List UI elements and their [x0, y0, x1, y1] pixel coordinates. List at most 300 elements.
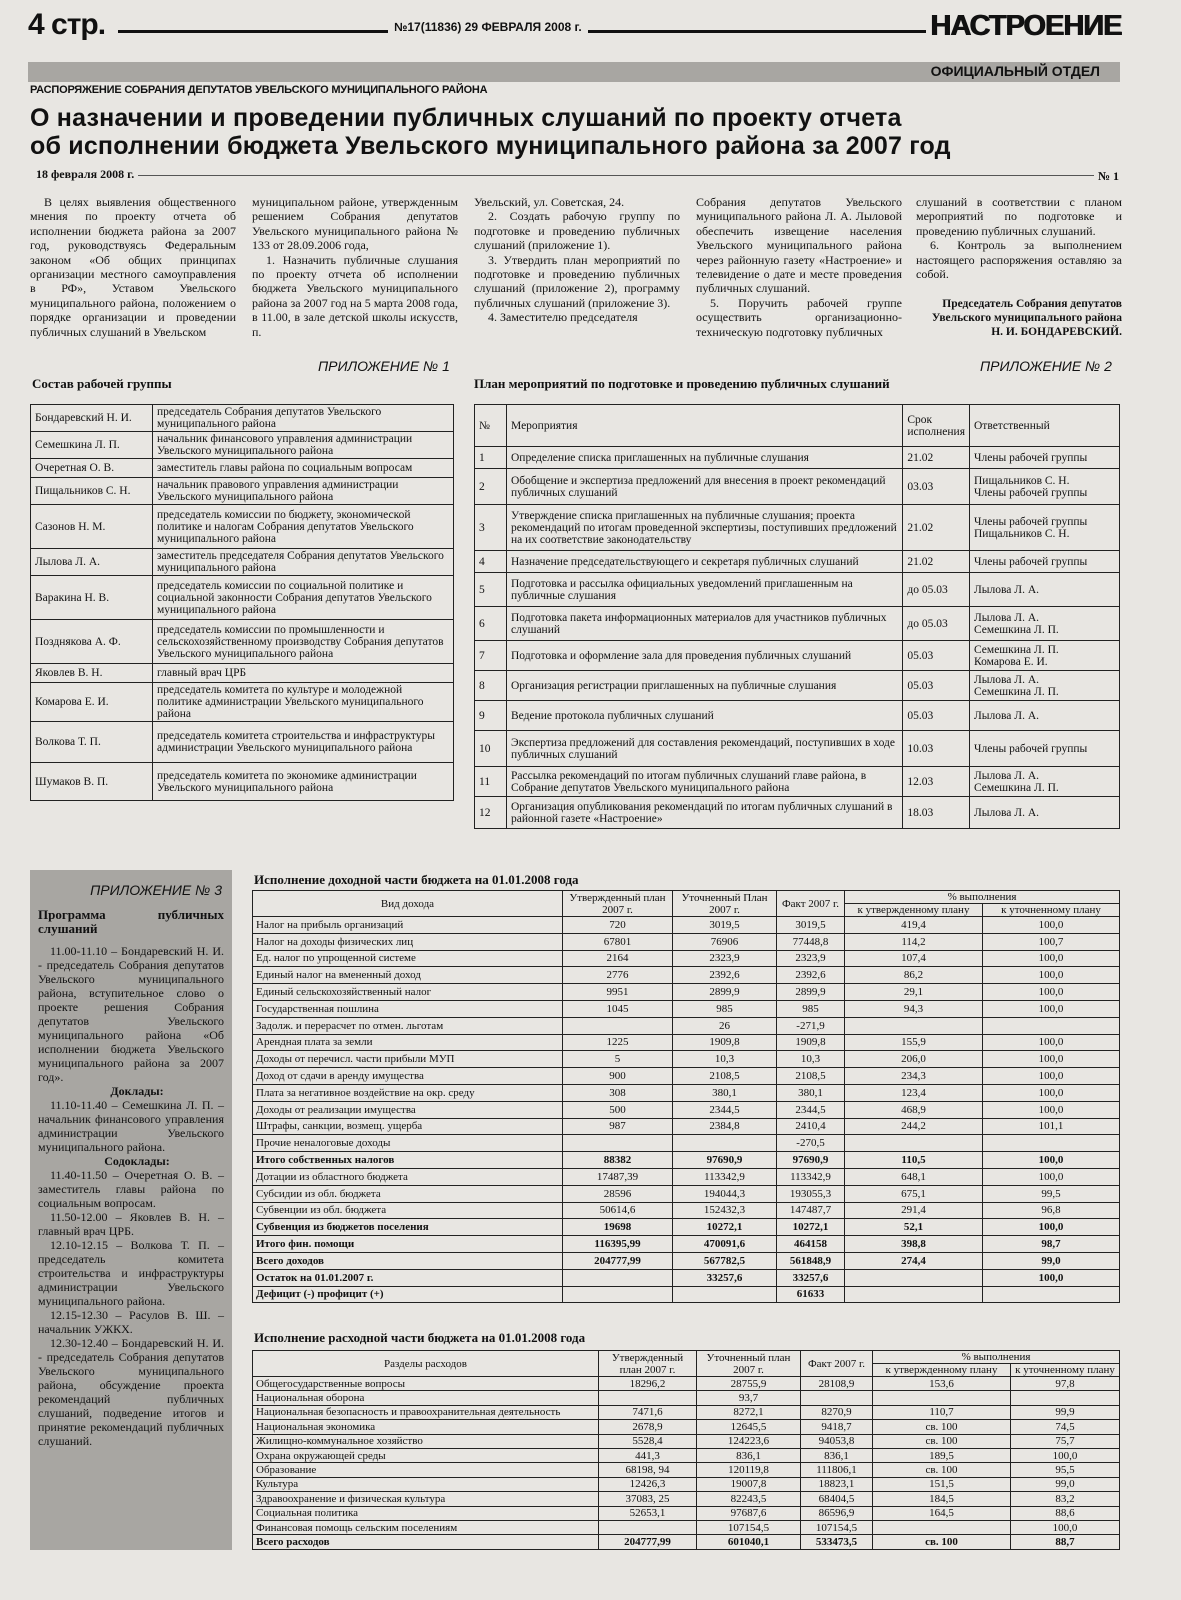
- row-value: 533473,5: [801, 1535, 873, 1549]
- row-value: 152432,3: [673, 1202, 777, 1219]
- row-value: 500: [563, 1101, 673, 1118]
- table-row: [253, 1068, 1120, 1085]
- event: Подготовка пакета информационных материалов для участников публичных слушаний: [507, 607, 903, 641]
- row-label: Социальная политика: [253, 1506, 599, 1520]
- column-header: к уточненному плану: [983, 904, 1120, 917]
- row-value: 441,3: [599, 1448, 697, 1462]
- row-value: 68198, 94: [599, 1463, 697, 1477]
- appendix-1-label: ПРИЛОЖЕНИЕ № 1: [318, 358, 450, 374]
- responsible: Члены рабочей группы: [970, 551, 1120, 573]
- row-value: 61633: [777, 1286, 845, 1303]
- row-value: 88382: [563, 1152, 673, 1169]
- table-row: [475, 641, 1120, 671]
- row-value: 86,2: [845, 967, 983, 984]
- responsible: Члены рабочей группы Пищальников С. Н.: [970, 505, 1120, 551]
- row-value: 5528,4: [599, 1434, 697, 1448]
- row-number: 10: [475, 731, 507, 767]
- article-title-line2: об исполнении бюджета Увельского муниципального района за 2007 год: [30, 132, 951, 160]
- working-group-table: [30, 404, 454, 801]
- row-value: [873, 1520, 1011, 1534]
- row-label: Дотации из областного бюджета: [253, 1168, 563, 1185]
- table-row: [253, 1506, 1120, 1520]
- row-value: 94,3: [845, 1000, 983, 1017]
- row-label: Образование: [253, 1463, 599, 1477]
- row-value: 113342,9: [673, 1168, 777, 1185]
- row-value: 19698: [563, 1219, 673, 1236]
- article-column-4: [696, 195, 902, 339]
- column-header: Утвержденный план 2007 г.: [599, 1351, 697, 1377]
- row-label: Национальная экономика: [253, 1420, 599, 1434]
- row-value: 100,7: [983, 933, 1120, 950]
- table-row: [31, 478, 454, 505]
- table-row: [253, 1463, 1120, 1477]
- article-kicker: РАСПОРЯЖЕНИЕ СОБРАНИЯ ДЕПУТАТОВ УВЕЛЬСКОГО МУНИЦИПАЛЬНОГО РАЙОНА: [30, 84, 488, 96]
- date-rule: [36, 175, 1116, 176]
- table-row: [475, 469, 1120, 505]
- row-label: Дефицит (-) профицит (+): [253, 1286, 563, 1303]
- row-value: 99,9: [1011, 1405, 1120, 1419]
- row-label: Здравоохранение и физическая культура: [253, 1492, 599, 1506]
- row-value: [983, 1286, 1120, 1303]
- newspaper-name: НАСТРОЕНИЕ: [930, 10, 1122, 42]
- row-value: 2776: [563, 967, 673, 984]
- deadline: 05.03: [903, 701, 970, 731]
- row-value: 164,5: [873, 1506, 1011, 1520]
- table-row: [31, 432, 454, 459]
- row-value: 1909,8: [777, 1034, 845, 1051]
- row-value: 153,6: [873, 1377, 1011, 1391]
- table-row: [31, 505, 454, 549]
- table-row: [253, 1118, 1120, 1135]
- row-value: 2108,5: [777, 1068, 845, 1085]
- row-value: 28755,9: [697, 1377, 801, 1391]
- row-value: 18296,2: [599, 1377, 697, 1391]
- paragraph: 4. Заместителю председателя: [488, 310, 638, 325]
- table-row: [253, 1168, 1120, 1185]
- row-label: Всего расходов: [253, 1535, 599, 1549]
- event: Подготовка и рассылка официальных уведомлений приглашенным на публичные слушания: [507, 573, 903, 607]
- row-value: 985: [777, 1000, 845, 1017]
- table-row: [253, 1034, 1120, 1051]
- row-value: 151,5: [873, 1477, 1011, 1491]
- table-row: [253, 1101, 1120, 1118]
- row-value: [983, 1017, 1120, 1034]
- row-label: Охрана окружающей среды: [253, 1448, 599, 1462]
- responsible: Лылова Л. А. Семешкина Л. П.: [970, 607, 1120, 641]
- row-label: Всего доходов: [253, 1252, 563, 1269]
- row-number: 3: [475, 505, 507, 551]
- row-value: 2392,6: [673, 967, 777, 984]
- row-value: -270,5: [777, 1135, 845, 1152]
- column-header: Срок исполнения: [903, 405, 970, 447]
- table-row: [253, 1520, 1120, 1534]
- row-value: 123,4: [845, 1084, 983, 1101]
- row-value: 8272,1: [697, 1405, 801, 1419]
- member-name: Сазонов Н. М.: [31, 505, 153, 549]
- row-value: 67801: [563, 933, 673, 950]
- row-value: [563, 1269, 673, 1286]
- row-value: [845, 1269, 983, 1286]
- paragraph: слушаний в соответствии с планом мероприятий по подготовке и проведению публичных слушаний.: [916, 195, 1122, 238]
- responsible: Члены рабочей группы: [970, 731, 1120, 767]
- row-value: 100,0: [983, 1101, 1120, 1118]
- article-title-line1: О назначении и проведении публичных слушаний по проекту отчета: [30, 104, 902, 132]
- row-value: [673, 1286, 777, 1303]
- row-value: 100,0: [983, 1034, 1120, 1051]
- member-position: председатель комиссии по социальной политике и социальной законности Собрания депутатов Увельского муниципального района: [153, 576, 454, 620]
- row-value: 111806,1: [801, 1463, 873, 1477]
- table-row: [253, 1535, 1120, 1549]
- row-value: 10,3: [673, 1051, 777, 1068]
- row-value: 464158: [777, 1236, 845, 1253]
- column-header: % выполнения: [873, 1351, 1120, 1364]
- row-value: 900: [563, 1068, 673, 1085]
- table-row: [475, 447, 1120, 469]
- member-position: начальник правового управления администрации Увельского муниципального района: [153, 478, 454, 505]
- table-row: [253, 1152, 1120, 1169]
- row-label: Налог на прибыль организаций: [253, 917, 563, 934]
- row-value: 189,5: [873, 1448, 1011, 1462]
- row-value: 985: [673, 1000, 777, 1017]
- events-plan-table: [474, 404, 1120, 829]
- row-value: 12426,3: [599, 1477, 697, 1491]
- article-column-3: [474, 195, 680, 325]
- row-value: 95,5: [1011, 1463, 1120, 1477]
- row-value: 83,2: [1011, 1492, 1120, 1506]
- table-row: [253, 1219, 1120, 1236]
- article-column-5: [916, 195, 1122, 339]
- appendix-3-label: ПРИЛОЖЕНИЕ № 3: [90, 882, 222, 898]
- member-position: председатель комитета по культуре и молодежной политике администрации Увельского муниципального района: [153, 683, 454, 722]
- row-value: 398,8: [845, 1236, 983, 1253]
- table-row: [253, 1084, 1120, 1101]
- table-row: [31, 405, 454, 432]
- row-value: 76906: [673, 933, 777, 950]
- row-label: Субвенции из обл. бюджета: [253, 1202, 563, 1219]
- event: Организация регистрации приглашенных на публичные слушания: [507, 671, 903, 701]
- row-value: 204777,99: [599, 1535, 697, 1549]
- table-row: [253, 1051, 1120, 1068]
- table-row: [475, 505, 1120, 551]
- table-row: [475, 607, 1120, 641]
- row-value: 114,2: [845, 933, 983, 950]
- row-value: 419,4: [845, 917, 983, 934]
- program-item: 11.40-11.50 – Очеретная О. В. – заместитель главы района по социальным вопросам.: [38, 1168, 224, 1210]
- row-value: 5: [563, 1051, 673, 1068]
- row-value: 96,8: [983, 1202, 1120, 1219]
- row-value: 100,0: [983, 1068, 1120, 1085]
- article-date: 18 февраля 2008 г.: [36, 167, 138, 182]
- article-column-1: [30, 195, 236, 339]
- row-value: 2899,9: [777, 984, 845, 1001]
- row-label: Плата за негативное воздействие на окр. среду: [253, 1084, 563, 1101]
- table-row: [475, 701, 1120, 731]
- column-header: Уточненный План 2007 г.: [673, 891, 777, 917]
- paragraph: 5. Поручить рабочей группе осуществить организационно-техническую подготовку публичных: [696, 295, 902, 339]
- column-header: % выполнения: [845, 891, 1120, 904]
- row-value: 10272,1: [777, 1219, 845, 1236]
- row-value: 2678,9: [599, 1420, 697, 1434]
- paragraph: В целях выявления общественного мнения по проекту отчета об исполнении бюджета района за 2007 год, руководствуясь Федеральным законом «Об общих принципах организации местного самоуправления в РФ», Уставом Увельского муниципального района, положением о порядке организации и проведении публичных слушаний в Увельском: [30, 195, 236, 339]
- deadline: 05.03: [903, 641, 970, 671]
- department-label: ОФИЦИАЛЬНЫЙ ОТДЕЛ: [930, 63, 1100, 79]
- signature: [916, 297, 1122, 339]
- responsible: Лылова Л. А. Семешкина Л. П.: [970, 671, 1120, 701]
- row-value: св. 100: [873, 1434, 1011, 1448]
- row-label: Национальная оборона: [253, 1391, 599, 1405]
- table-row: [253, 1252, 1120, 1269]
- row-value: 648,1: [845, 1168, 983, 1185]
- table-row: [475, 767, 1120, 797]
- event: Утверждение списка приглашенных на публичные слушания; проекта рекомендаций по итогам проведенной экспертизы, поступивших предложений на их соответствие законодательству: [507, 505, 903, 551]
- table-row: [253, 933, 1120, 950]
- table-row: [31, 763, 454, 801]
- paragraph: 1. Назначить публичные слушания по проекту отчета об исполнении бюджета Увельского муниципального района за 2007 год на 5 марта 2008 года, в 11.00, в зале детской школы искусств, п.: [252, 252, 458, 339]
- row-value: [983, 1135, 1120, 1152]
- table-row: [253, 1477, 1120, 1491]
- member-position: председатель комитета по экономике администрации Увельского муниципального района: [153, 763, 454, 801]
- row-value: 98,7: [983, 1236, 1120, 1253]
- row-value: 100,0: [983, 1051, 1120, 1068]
- row-label: Доход от сдачи в аренду имущества: [253, 1068, 563, 1085]
- row-value: 1225: [563, 1034, 673, 1051]
- column-header: Факт 2007 г.: [801, 1351, 873, 1377]
- program-item: 12.10-12.15 – Волкова Т. П. – председатель комитета строительства и инфраструктуры администрации Увельского муниципального района.: [38, 1238, 224, 1308]
- table-row: [31, 722, 454, 763]
- row-value: 274,4: [845, 1252, 983, 1269]
- table-row: [475, 731, 1120, 767]
- expense-title: Исполнение расходной части бюджета на 01.01.2008 года: [254, 1330, 586, 1345]
- income-title: Исполнение доходной части бюджета на 01.01.2008 года: [254, 872, 579, 887]
- row-value: 19007,8: [697, 1477, 801, 1491]
- table-row: [253, 1236, 1120, 1253]
- row-value: 561848,9: [777, 1252, 845, 1269]
- row-value: 9951: [563, 984, 673, 1001]
- row-value: 2323,9: [673, 950, 777, 967]
- row-value: св. 100: [873, 1463, 1011, 1477]
- row-label: Единый сельскохозяйственный налог: [253, 984, 563, 1001]
- deadline: 12.03: [903, 767, 970, 797]
- row-value: 7471,6: [599, 1405, 697, 1419]
- deadline: 18.03: [903, 797, 970, 829]
- event: Обобщение и экспертиза предложений для внесения в проект рекомендаций публичных слушаний: [507, 469, 903, 505]
- event: Рассылка рекомендаций по итогам публичных слушаний главе района, в Собрание депутатов Увельского муниципального района: [507, 767, 903, 797]
- table-row: [31, 683, 454, 722]
- deadline: до 05.03: [903, 573, 970, 607]
- column-header: Вид дохода: [253, 891, 563, 917]
- article-number: № 1: [1094, 169, 1119, 184]
- member-name: Варакина Н. В.: [31, 576, 153, 620]
- row-value: 93,7: [697, 1391, 801, 1405]
- row-value: 3019,5: [673, 917, 777, 934]
- row-value: 155,9: [845, 1034, 983, 1051]
- row-value: 720: [563, 917, 673, 934]
- row-value: 97690,9: [673, 1152, 777, 1169]
- row-value: 74,5: [1011, 1420, 1120, 1434]
- table-row: [253, 1286, 1120, 1303]
- column-header: Уточненный план 2007 г.: [697, 1351, 801, 1377]
- event: Ведение протокола публичных слушаний: [507, 701, 903, 731]
- row-value: 97690,9: [777, 1152, 845, 1169]
- row-label: Ед. налог по упрощенной системе: [253, 950, 563, 967]
- row-label: Национальная безопасность и правоохранительная деятельность: [253, 1405, 599, 1419]
- row-value: 77448,8: [777, 933, 845, 950]
- row-value: 470091,6: [673, 1236, 777, 1253]
- row-value: 100,0: [983, 1152, 1120, 1169]
- member-name: Семешкина Л. П.: [31, 432, 153, 459]
- responsible: Пищальников С. Н. Члены рабочей группы: [970, 469, 1120, 505]
- member-position: председатель комиссии по бюджету, экономической политике и налогам Собрания депутатов Увельского муниципального района: [153, 505, 454, 549]
- paragraph: Увельский, ул. Советская, 24.: [474, 195, 625, 209]
- row-value: 100,0: [1011, 1520, 1120, 1534]
- row-value: 3019,5: [777, 917, 845, 934]
- table-row: [475, 797, 1120, 829]
- row-value: 26: [673, 1017, 777, 1034]
- row-value: 2344,5: [673, 1101, 777, 1118]
- table-row: [253, 1269, 1120, 1286]
- deadline: 10.03: [903, 731, 970, 767]
- row-value: 52,1: [845, 1219, 983, 1236]
- row-value: 33257,6: [777, 1269, 845, 1286]
- row-value: 100,0: [983, 1219, 1120, 1236]
- row-value: 100,0: [983, 1084, 1120, 1101]
- row-label: Культура: [253, 1477, 599, 1491]
- row-value: 380,1: [777, 1084, 845, 1101]
- member-name: Пищальников С. Н.: [31, 478, 153, 505]
- row-value: 100,0: [983, 917, 1120, 934]
- row-label: Финансовая помощь сельским поселениям: [253, 1520, 599, 1534]
- row-value: 1045: [563, 1000, 673, 1017]
- row-number: 4: [475, 551, 507, 573]
- program-heading: Содоклады:: [104, 1154, 170, 1168]
- event: Определение списка приглашенных на публичные слушания: [507, 447, 903, 469]
- row-value: 94053,8: [801, 1434, 873, 1448]
- row-value: -271,9: [777, 1017, 845, 1034]
- column-header: Факт 2007 г.: [777, 891, 845, 917]
- row-value: 100,0: [983, 1000, 1120, 1017]
- responsible: Лылова Л. А.: [970, 573, 1120, 607]
- member-name: Яковлев В. Н.: [31, 664, 153, 683]
- program-box: [30, 870, 232, 1550]
- row-value: 2899,9: [673, 984, 777, 1001]
- table-row: [31, 576, 454, 620]
- table-row: [253, 1492, 1120, 1506]
- program-item: 12.30-12.40 – Бондаревский Н. И. - председатель Собрания депутатов Увельского муниципального района, обсуждение проекта рекомендаций публичных слушаний, подведение итогов и принятие рекомендаций публичных слушаний.: [38, 1336, 224, 1448]
- row-value: 244,2: [845, 1118, 983, 1135]
- row-value: 836,1: [801, 1448, 873, 1462]
- page-number: 4 стр.: [28, 8, 106, 41]
- row-value: 2344,5: [777, 1101, 845, 1118]
- row-value: 100,0: [983, 950, 1120, 967]
- column-header: к утвержденному плану: [845, 904, 983, 917]
- table-row: [253, 1185, 1120, 1202]
- row-value: 97,8: [1011, 1377, 1120, 1391]
- table-row: [253, 984, 1120, 1001]
- column-header: Утвержденный план 2007 г.: [563, 891, 673, 917]
- deadline: 21.02: [903, 505, 970, 551]
- deadline: 03.03: [903, 469, 970, 505]
- event: Назначение председательствующего и секретаря публичных слушаний: [507, 551, 903, 573]
- row-value: [599, 1391, 697, 1405]
- row-value: 110,7: [873, 1405, 1011, 1419]
- row-value: 2410,4: [777, 1118, 845, 1135]
- row-value: 2392,6: [777, 967, 845, 984]
- row-value: 29,1: [845, 984, 983, 1001]
- table-row: [475, 551, 1120, 573]
- responsible: Члены рабочей группы: [970, 447, 1120, 469]
- appendix-2-title: План мероприятий по подготовке и проведению публичных слушаний: [474, 376, 890, 391]
- row-label: Доходы от реализации имущества: [253, 1101, 563, 1118]
- column-header: Ответственный: [970, 405, 1120, 447]
- row-value: 194044,3: [673, 1185, 777, 1202]
- row-value: 675,1: [845, 1185, 983, 1202]
- responsible: Лылова Л. А.: [970, 701, 1120, 731]
- responsible: Семешкина Л. П. Комарова Е. И.: [970, 641, 1120, 671]
- event: Организация опубликования рекомендаций по итогам публичных слушаний в районной газете «Настроение»: [507, 797, 903, 829]
- row-value: 68404,5: [801, 1492, 873, 1506]
- row-value: [845, 1017, 983, 1034]
- row-value: [1011, 1391, 1120, 1405]
- program-heading: Доклады:: [110, 1084, 164, 1098]
- program-item: 11.00-11.10 – Бондаревский Н. И. - председатель Собрания депутатов Увельского муниципального района, вступительное слово о проекте решения Собрания депутатов Увельского муниципального района «Об исполнении бюджета Увельского муниципального района за 2007 год».: [38, 944, 224, 1084]
- column-header: Мероприятия: [507, 405, 903, 447]
- appendix-1-title: Состав рабочей группы: [32, 376, 172, 391]
- row-value: 601040,1: [697, 1535, 801, 1549]
- row-value: 567782,5: [673, 1252, 777, 1269]
- article-column-2: [252, 195, 458, 339]
- row-value: [563, 1017, 673, 1034]
- column-header: к утвержденному плану: [873, 1364, 1011, 1377]
- member-position: заместитель председателя Собрания депутатов Увельского муниципального района: [153, 549, 454, 576]
- row-value: [845, 1135, 983, 1152]
- row-value: св. 100: [873, 1535, 1011, 1549]
- row-value: 987: [563, 1118, 673, 1135]
- row-value: [563, 1286, 673, 1303]
- row-value: 124223,6: [697, 1434, 801, 1448]
- row-label: Общегосударственные вопросы: [253, 1377, 599, 1391]
- row-value: 110,5: [845, 1152, 983, 1169]
- row-value: 107154,5: [697, 1520, 801, 1534]
- row-value: 100,0: [983, 1269, 1120, 1286]
- department-bar: [28, 62, 1120, 82]
- row-value: 17487,39: [563, 1168, 673, 1185]
- table-row: [253, 1202, 1120, 1219]
- row-value: 120119,8: [697, 1463, 801, 1477]
- table-row: [253, 1434, 1120, 1448]
- row-label: Жилищно-коммунальное хозяйство: [253, 1434, 599, 1448]
- expense-table: [252, 1350, 1120, 1550]
- row-label: Субсидии из обл. бюджета: [253, 1185, 563, 1202]
- row-value: 100,0: [1011, 1448, 1120, 1462]
- signature-line: Председатель Собрания депутатов: [942, 298, 1122, 311]
- table-row: [253, 1420, 1120, 1434]
- row-label: Единый налог на вмененный доход: [253, 967, 563, 984]
- row-number: 2: [475, 469, 507, 505]
- row-value: [873, 1391, 1011, 1405]
- row-label: Прочие неналоговые доходы: [253, 1135, 563, 1152]
- member-position: заместитель главы района по социальным вопросам: [153, 459, 454, 478]
- row-value: 193055,3: [777, 1185, 845, 1202]
- row-value: 28108,9: [801, 1377, 873, 1391]
- member-name: Очеретная О. В.: [31, 459, 153, 478]
- deadline: 21.02: [903, 447, 970, 469]
- row-label: Штрафы, санкции, возмещ. ущерба: [253, 1118, 563, 1135]
- row-value: 2164: [563, 950, 673, 967]
- row-value: 88,7: [1011, 1535, 1120, 1549]
- table-row: [253, 1000, 1120, 1017]
- paragraph: 2. Создать рабочую группу по подготовке и проведению публичных слушаний (приложение 1).: [474, 209, 680, 253]
- row-value: 18823,1: [801, 1477, 873, 1491]
